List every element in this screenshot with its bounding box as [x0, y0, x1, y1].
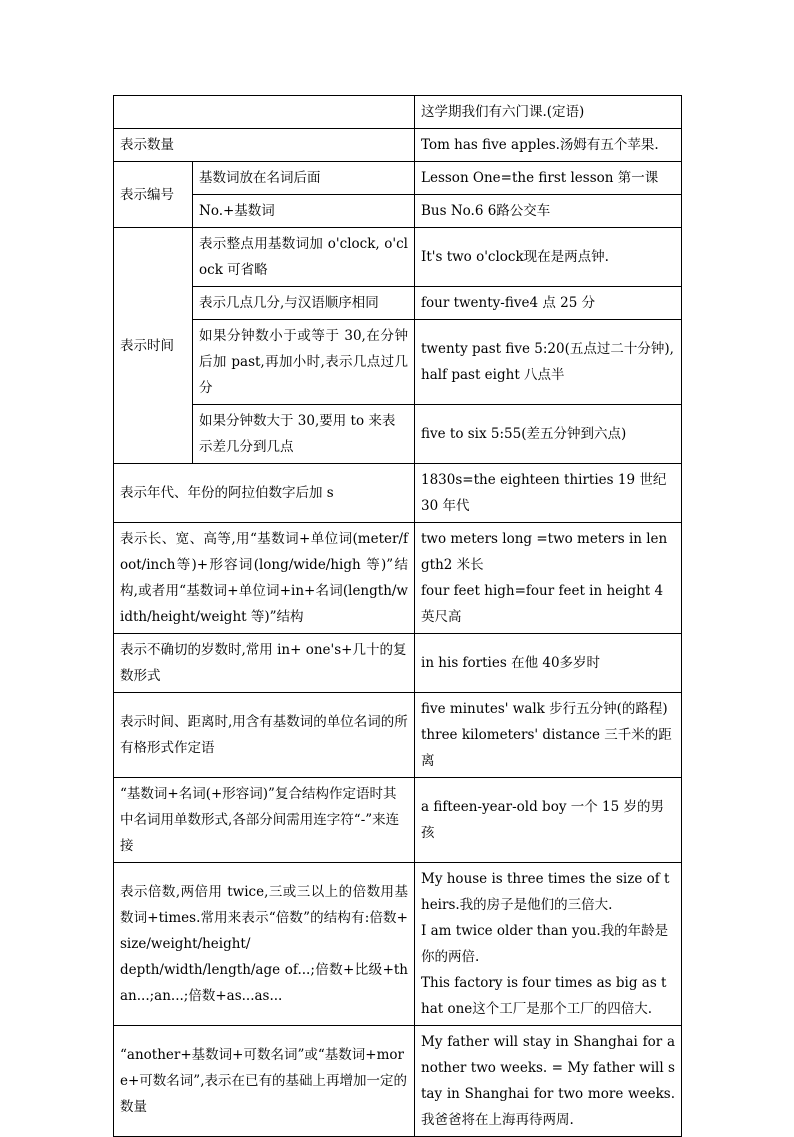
table-row	[114, 634, 682, 693]
row-example-cell: five to six 5:55(差五分钟到六点)	[415, 405, 682, 464]
table-row	[114, 863, 682, 1026]
example-line: four feet high=four feet in height 4 英尺高	[421, 583, 664, 625]
table-row	[114, 287, 682, 320]
table-row	[114, 778, 682, 863]
row-label-cell: 表示时间	[114, 228, 193, 464]
table-row	[114, 464, 682, 523]
example-line: twenty past five 5:20(五点过二十分钟),	[421, 341, 674, 357]
row-label-cell: 表示时间、距离时,用含有基数词的单位名词的所有格形式作定语	[114, 693, 415, 778]
row-sub-cell: 如果分钟数大于 30,要用 to 来表示差几分到几点	[193, 405, 415, 464]
example-line: three kilometers' distance 三千米的距离	[421, 727, 672, 769]
example-line: I am twice older than you.我的年龄是你的两倍.	[421, 923, 669, 965]
grammar-table	[113, 95, 682, 1137]
row-example-cell	[415, 320, 682, 405]
row-example-cell	[415, 693, 682, 778]
row-sub-cell: 如果分钟数小于或等于 30,在分钟后加 past,再加小时,表示几点过几分	[193, 320, 415, 405]
row-label-cell: “基数词+名词(+形容词)”复合结构作定语时其中名词用单数形式,各部分间需用连字符“-”来连接	[114, 778, 415, 863]
table-row	[114, 162, 682, 195]
table-row	[114, 228, 682, 287]
example-line: two meters long =two meters in length2 米长	[421, 531, 668, 573]
table-row	[114, 405, 682, 464]
example-line: My house is three times the size of theirs.我的房子是他们的三倍大.	[421, 871, 670, 913]
row-label-cell	[114, 96, 415, 129]
row-label-cell: 表示年代、年份的阿拉伯数字后加 s	[114, 464, 415, 523]
row-label-cell	[114, 863, 415, 1026]
label-line: depth/width/length/age of...;倍数+比级+than...;an...;倍数+as...as...	[120, 962, 408, 1004]
row-example-cell: 这学期我们有六门课.(定语)	[415, 96, 682, 129]
row-sub-cell: No.+基数词	[193, 195, 415, 228]
row-label-cell: 表示不确切的岁数时,常用 in+ one's+几十的复数形式	[114, 634, 415, 693]
row-example-cell: in his forties 在他 40多岁时	[415, 634, 682, 693]
row-example-cell: My father will stay in Shanghai for another two weeks. = My father will stay in Shanghai for two more weeks.我爸爸将在上海再待两周.	[415, 1026, 682, 1137]
example-line: This factory is four times as big as that one这个工厂是那个工厂的四倍大.	[421, 975, 667, 1017]
row-example-cell: Tom has five apples.汤姆有五个苹果.	[415, 129, 682, 162]
row-sub-cell: 表示整点用基数词加 o'clock, o'clock 可省略	[193, 228, 415, 287]
example-line: five minutes' walk 步行五分钟(的路程)	[421, 701, 668, 717]
table-row	[114, 96, 682, 129]
table-row	[114, 1026, 682, 1137]
row-sub-cell: 基数词放在名词后面	[193, 162, 415, 195]
table-row	[114, 523, 682, 634]
table-row	[114, 195, 682, 228]
label-line: 表示倍数,两倍用 twice,三或三以上的倍数用基数词+times.常用来表示“倍数”的结构有:倍数+size/weight/height/	[120, 884, 408, 952]
row-sub-cell: 表示几点几分,与汉语顺序相同	[193, 287, 415, 320]
row-example-cell: a fifteen-year-old boy 一个 15 岁的男孩	[415, 778, 682, 863]
row-example-cell: four twenty-five4 点 25 分	[415, 287, 682, 320]
table-row	[114, 320, 682, 405]
row-label-cell: 表示编号	[114, 162, 193, 228]
example-line: half past eight 八点半	[421, 367, 565, 383]
row-example-cell: Bus No.6 6路公交车	[415, 195, 682, 228]
table-row	[114, 693, 682, 778]
row-label-cell: 表示长、宽、高等,用“基数词+单位词(meter/foot/inch等)+形容词(long/wide/high 等)”结构,或者用“基数词+单位词+in+名词(length/width/height/weight 等)”结构	[114, 523, 415, 634]
row-label-cell: 表示数量	[114, 129, 415, 162]
row-example-cell: It's two o'clock现在是两点钟.	[415, 228, 682, 287]
row-example-cell	[415, 863, 682, 1026]
row-label-cell: “another+基数词+可数名词”或“基数词+more+可数名词”,表示在已有的基础上再增加一定的数量	[114, 1026, 415, 1137]
table-row	[114, 129, 682, 162]
row-example-cell: Lesson One=the first lesson 第一课	[415, 162, 682, 195]
row-example-cell	[415, 523, 682, 634]
row-example-cell: 1830s=the eighteen thirties 19 世纪 30 年代	[415, 464, 682, 523]
